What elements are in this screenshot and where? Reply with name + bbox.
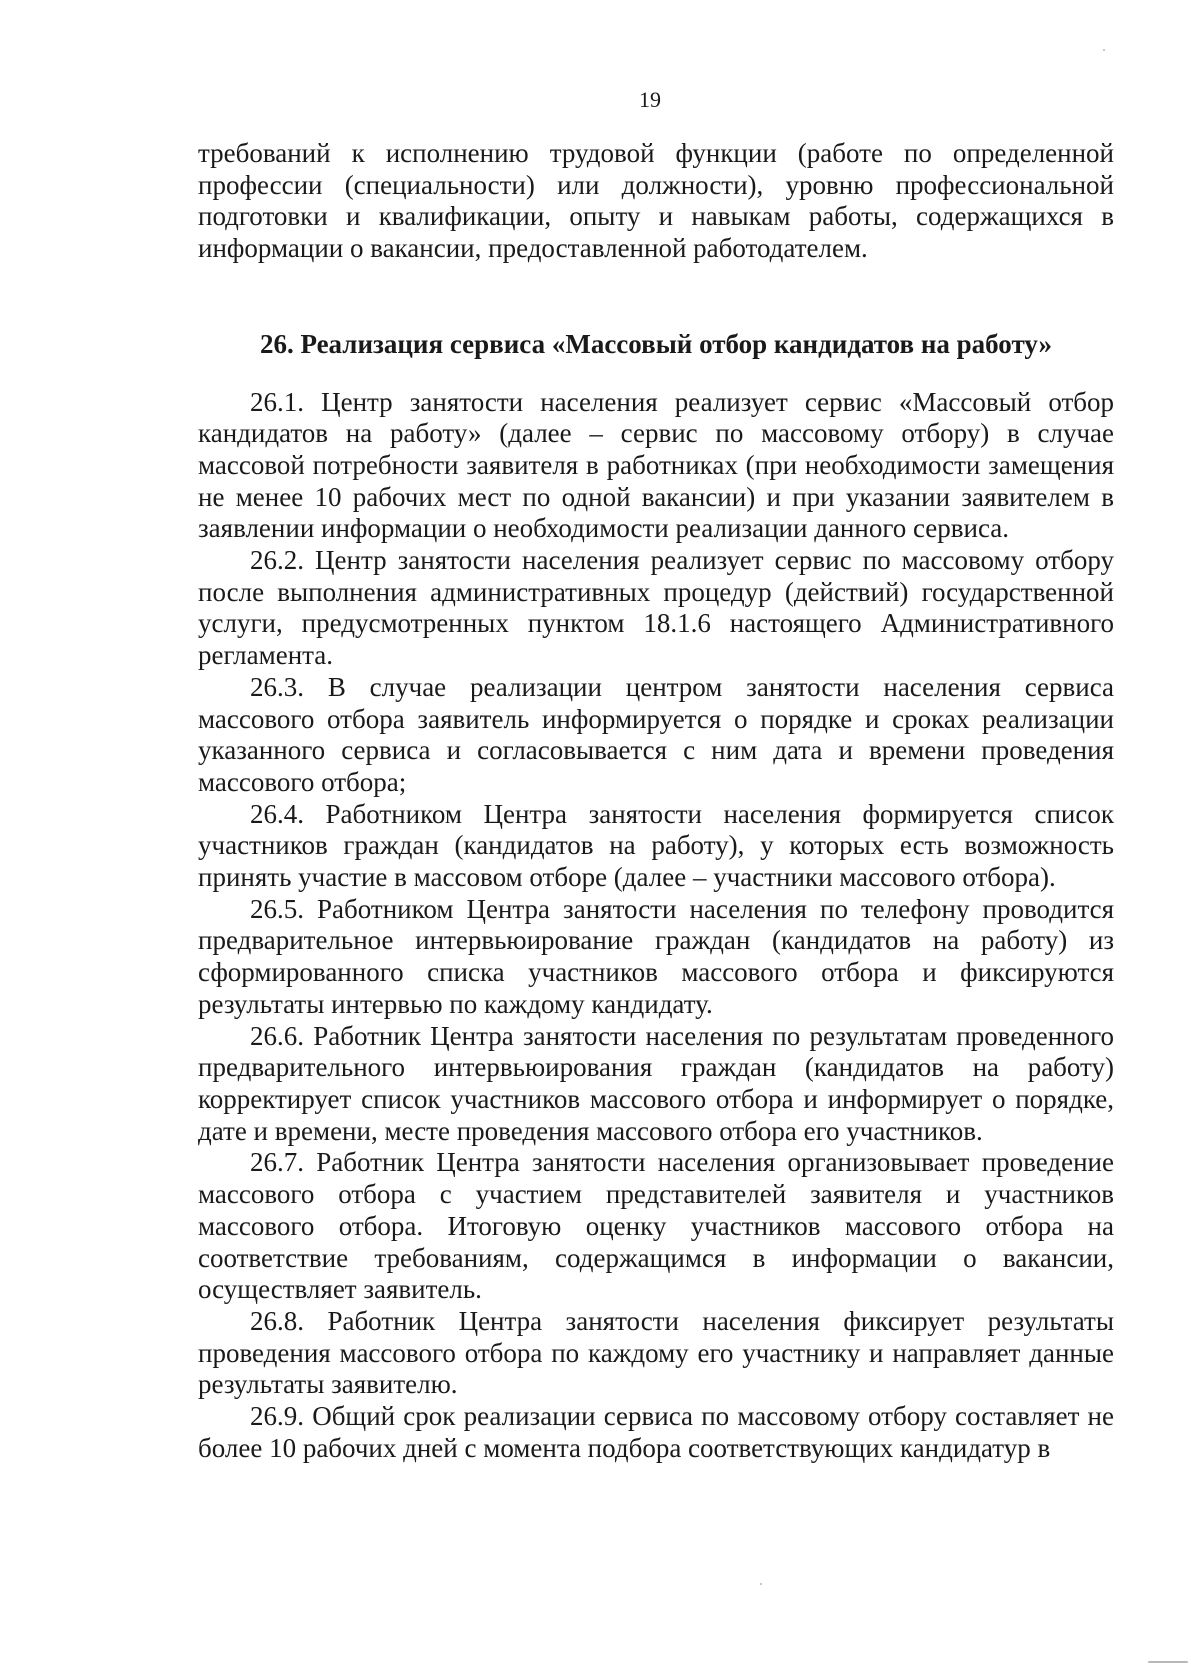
page-number: 19 — [639, 87, 661, 112]
section-item-26-2: 26.2. Центр занятости населения реализует сервис по массовому отбору после выполнения административных процедур (действий) государственной услуги, предусмотренных пунктом 18.1.6 настоящего Административного регламента. — [198, 545, 1114, 671]
section-heading: 26. Реализация сервиса «Массовый отбор кандидатов на работу» — [259, 328, 1053, 359]
section-item-26-7: 26.7. Работник Центра занятости населения организовывает проведение массового отбора с участием представителей заявителя и участников массового отбора. Итоговую оценку участников массового отбора на соответствие требованиям, содержащимся в информации о вакансии, осуществляет заявитель. — [198, 1147, 1114, 1305]
section-item-26-4: 26.4. Работником Центра занятости населения формируется список участников граждан (кандидатов на работу), у которых есть возможность принять участие в массовом отборе (далее – участники массового отбора). — [198, 798, 1114, 893]
scan-speck-bottom — [760, 1583, 762, 1585]
section-item-26-6: 26.6. Работник Центра занятости населения по результатам проведенного предварительного интервьюирования граждан (кандидатов на работу) корректирует список участников массового отбора и информирует о порядке, дате и времени, месте проведения массового отбора его участников. — [198, 1020, 1114, 1146]
section-item-26-1: 26.1. Центр занятости населения реализует сервис «Массовый отбор кандидатов на работу» (далее – сервис по массовому отбору) в случае массовой потребности заявителя в работниках (при необходимости замещения не менее 10 рабочих мест по одной вакансии) и при указании заявителем в заявлении информации о необходимости реализации данного сервиса. — [198, 386, 1114, 544]
section-items — [198, 387, 1114, 1465]
section-item-26-5: 26.5. Работником Центра занятости населения по телефону проводится предварительное интервьюирование граждан (кандидатов на работу) из сформированного списка участников массового отбора и фиксируются результаты интервью по каждому кандидату. — [198, 893, 1114, 1019]
scan-speck-top-right — [1103, 49, 1105, 51]
scan-speck-bottom-right — [1148, 1661, 1188, 1663]
section-item-26-3: 26.3. В случае реализации центром занятости населения сервиса массового отбора заявитель информируется о порядке и сроках реализации указанного сервиса и согласовывается с ним дата и времени проведения массового отбора; — [198, 671, 1114, 797]
section-item-26-8: 26.8. Работник Центра занятости населения фиксирует результаты проведения массового отбора по каждому его участнику и направляет данные результаты заявителю. — [198, 1305, 1114, 1400]
section-item-26-9: 26.9. Общий срок реализации сервиса по массовому отбору составляет не более 10 рабочих дней с момента подбора соответствующих кандидатур в — [198, 1401, 1114, 1463]
document-body — [198, 138, 1114, 1464]
continuation-paragraph: требований к исполнению трудовой функции (работе по определенной профессии (специальности) или должности), уровню профессиональной подготовки и квалификации, опыту и навыкам работы, содержащихся в информации о вакансии, предоставленной работодателем. — [198, 138, 1114, 264]
